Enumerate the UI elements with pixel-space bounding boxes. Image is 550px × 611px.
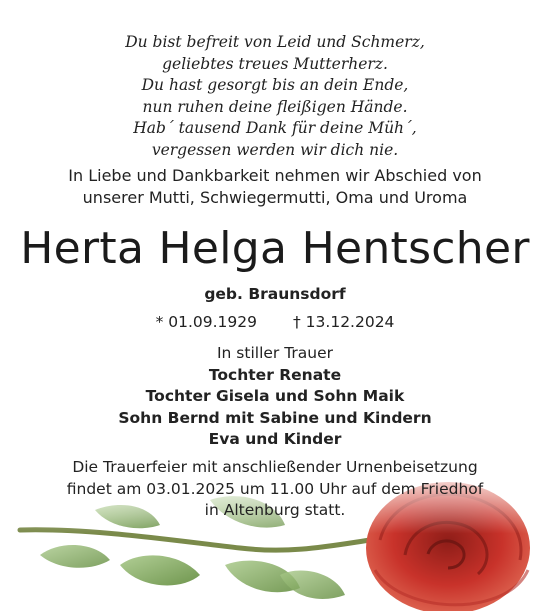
mourner-line: Eva und Kinder xyxy=(208,430,342,448)
mourners-list xyxy=(0,343,550,451)
ceremony-line: in Altenburg statt. xyxy=(204,501,346,519)
life-dates xyxy=(0,311,550,333)
death-date: † 13.12.2024 xyxy=(293,313,395,331)
poem-line: vergessen werden wir dich nie. xyxy=(151,140,399,159)
mourner-line: Tochter Gisela und Sohn Maik xyxy=(145,387,405,405)
birth-date: * 01.09.1929 xyxy=(155,313,257,331)
mourner-line: Sohn Bernd mit Sabine und Kindern xyxy=(118,408,432,427)
memorial-poem xyxy=(0,32,550,162)
poem-line: nun ruhen deine fleißigen Hände. xyxy=(142,97,408,116)
farewell-intro xyxy=(0,165,550,209)
poem-line: Hab´ tausend Dank für deine Müh´, xyxy=(133,119,417,138)
poem-line: Du bist befreit von Leid und Schmerz, xyxy=(125,33,425,51)
birth-name: geb. Braunsdorf xyxy=(204,285,346,303)
mourners-heading: In stiller Trauer xyxy=(216,344,334,362)
deceased-name: Herta Helga Hentscher xyxy=(20,223,530,274)
intro-line: unserer Mutti, Schwiegermutti, Oma und Uroma xyxy=(82,188,468,207)
ceremony-line: Die Trauerfeier mit anschließender Urnenbeisetzung xyxy=(72,458,478,476)
mourner-line: Tochter Renate xyxy=(208,365,342,384)
funeral-details xyxy=(0,457,550,522)
poem-line: Du hast gesorgt bis an dein Ende, xyxy=(141,76,409,95)
ceremony-line: findet am 03.01.2025 um 11.00 Uhr auf dem Friedhof xyxy=(66,479,484,498)
intro-line: In Liebe und Dankbarkeit nehmen wir Abschied von xyxy=(68,166,482,185)
poem-line: geliebtes treues Mutterherz. xyxy=(162,54,388,73)
